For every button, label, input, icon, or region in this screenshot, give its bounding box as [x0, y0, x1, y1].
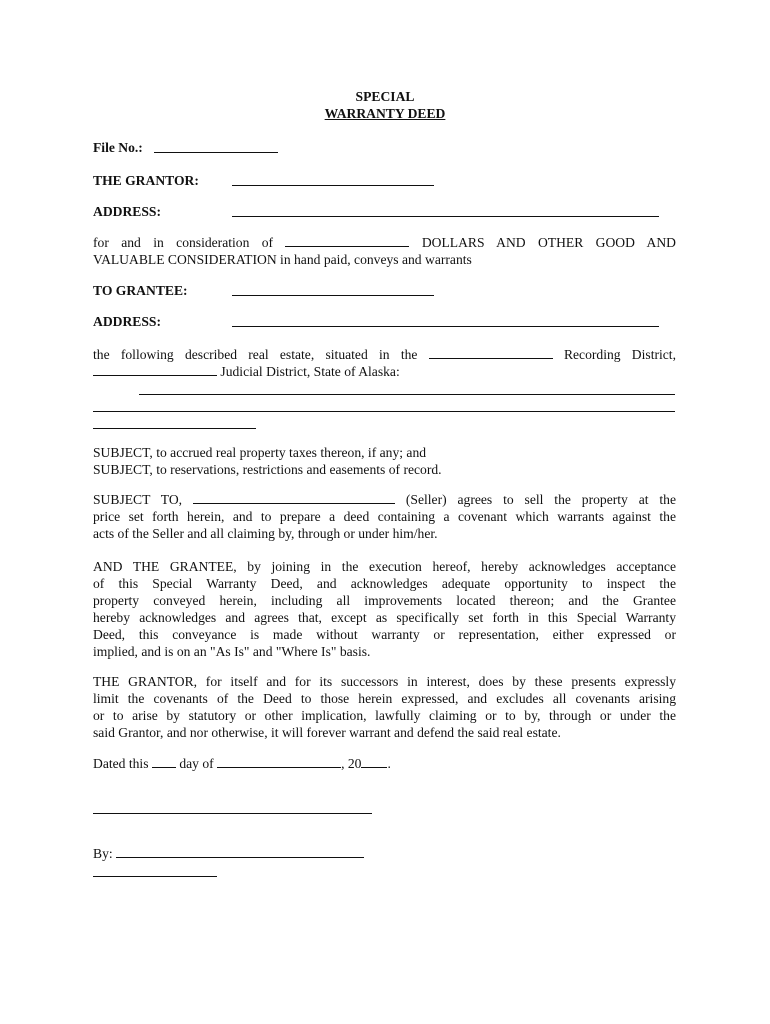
grantor-blank[interactable]	[232, 185, 434, 186]
legal-description-line-1[interactable]	[139, 394, 675, 395]
grantee-address-blank[interactable]	[232, 326, 659, 327]
consideration-line-1-pre: for and in consideration of	[93, 235, 274, 250]
subject-to-line-1	[93, 491, 676, 508]
by-line	[93, 845, 364, 862]
year-blank[interactable]	[361, 755, 387, 768]
subject-line-1: SUBJECT, to accrued real property taxes thereon, if any; and	[93, 445, 427, 460]
day-blank[interactable]	[152, 755, 176, 768]
grantee-paragraph-line: hereby acknowledges and agrees that, except as specifically set forth in this Special Warranty	[93, 610, 676, 625]
title-line-1: SPECIAL	[355, 89, 415, 104]
subject-to-line-1-pre: SUBJECT TO,	[93, 492, 183, 507]
real-estate-line-2-post: Judicial District, State of Alaska:	[220, 364, 400, 379]
grantor-paragraph-line: limit the covenants of the Deed to those herein expressed, and excludes all covenants arising	[93, 691, 676, 706]
recording-district-blank[interactable]	[429, 346, 553, 359]
signature-line[interactable]	[93, 813, 372, 814]
judicial-district-blank[interactable]	[93, 363, 217, 376]
grantee-label: TO GRANTEE:	[93, 283, 188, 298]
file-no-label: File No.:	[93, 140, 143, 155]
consideration-line-2: VALUABLE CONSIDERATION in hand paid, conveys and warrants	[93, 252, 472, 267]
grantor-address-blank[interactable]	[232, 216, 659, 217]
real-estate-line-2	[93, 363, 676, 380]
grantee-paragraph-line: property conveyed herein, including all improvements located thereon; and the Grantee	[93, 593, 676, 608]
consideration-line-1-post: DOLLARS AND OTHER GOOD AND	[421, 235, 676, 250]
legal-description-line-3[interactable]	[93, 428, 256, 429]
consideration-paragraph	[93, 234, 676, 268]
subject-to-line-2: price set forth herein, and to prepare a deed containing a covenant which warrants against the	[93, 509, 676, 524]
subject-to-paragraph	[93, 491, 676, 542]
real-estate-line-1	[93, 346, 676, 363]
by-title-blank[interactable]	[93, 876, 217, 877]
real-estate-line-1-post: Recording District,	[563, 347, 676, 362]
consideration-amount-blank[interactable]	[285, 234, 409, 247]
grantor-address-label: ADDRESS:	[93, 204, 161, 219]
grantor-paragraph-line: THE GRANTOR, for itself and for its successors in interest, does by these presents expressly	[93, 674, 676, 689]
dated-pre: Dated this	[93, 756, 149, 771]
subject-line-2: SUBJECT, to reservations, restrictions and easements of record.	[93, 462, 442, 477]
real-estate-line-1-pre: the following described real estate, situated in the	[93, 347, 418, 362]
title-line-2: WARRANTY DEED	[324, 106, 446, 121]
grantee-address-label: ADDRESS:	[93, 314, 161, 329]
month-blank[interactable]	[217, 755, 341, 768]
subject-to-line-1-post: (Seller) agrees to sell the property at the	[405, 492, 677, 507]
seller-blank[interactable]	[193, 491, 395, 504]
by-label: By:	[93, 846, 113, 861]
dated-day-of: day of	[179, 756, 214, 771]
legal-description-line-2[interactable]	[93, 411, 675, 412]
real-estate-paragraph	[93, 346, 676, 380]
grantee-blank[interactable]	[232, 295, 434, 296]
grantee-paragraph-line: Deed, this conveyance is made without warranty or representation, either expressed or	[93, 627, 676, 642]
grantee-paragraph	[93, 558, 676, 660]
dated-period: .	[387, 756, 391, 771]
grantor-paragraph-line: said Grantor, and nor otherwise, it will forever warrant and defend the said real estate.	[93, 725, 561, 740]
grantor-label: THE GRANTOR:	[93, 173, 199, 188]
by-blank[interactable]	[116, 845, 364, 858]
grantee-paragraph-line: AND THE GRANTEE, by joining in the execution hereof, hereby acknowledges acceptance	[93, 559, 676, 574]
grantor-paragraph-line: or to arise by statutory or other implication, lawfully claiming or to by, through or under the	[93, 708, 676, 723]
dated-year-prefix: , 20	[341, 756, 362, 771]
grantee-paragraph-line: of this Special Warranty Deed, and acknowledges adequate opportunity to inspect the	[93, 576, 676, 591]
dated-line	[93, 755, 391, 772]
grantor-paragraph	[93, 673, 676, 741]
grantee-paragraph-line: implied, and is on an "As Is" and "Where Is" basis.	[93, 644, 371, 659]
file-no-blank[interactable]	[154, 152, 278, 153]
consideration-line-1	[93, 234, 676, 251]
subject-to-line-3: acts of the Seller and all claiming by, through or under him/her.	[93, 526, 438, 541]
